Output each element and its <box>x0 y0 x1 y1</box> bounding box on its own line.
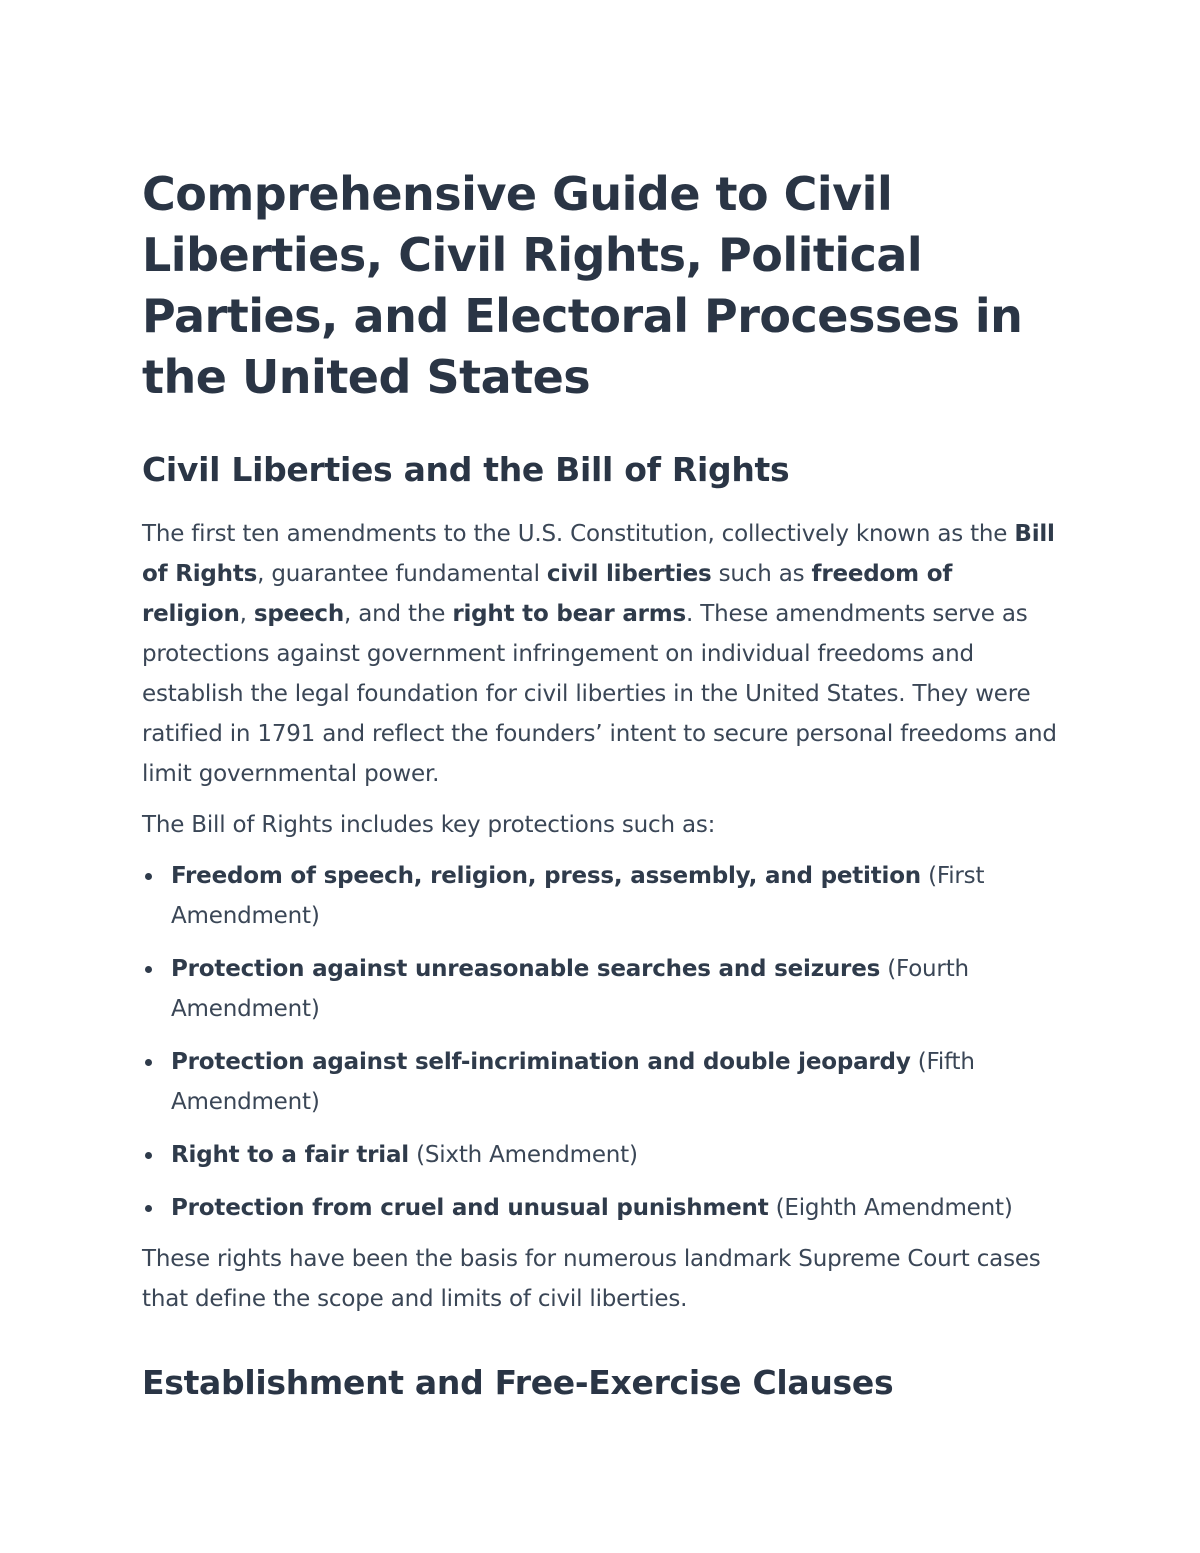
list-item-bold: Freedom of speech, religion, press, assembly, and petition <box>171 863 921 889</box>
protections-list <box>142 856 1062 1228</box>
text-run: , guarantee fundamental <box>257 561 547 587</box>
list-item <box>142 949 1062 1029</box>
bold-term: civil liberties <box>546 561 712 587</box>
section-heading-civil-liberties: Civil Liberties and the Bill of Rights <box>142 450 790 489</box>
bullet-icon <box>145 1205 152 1212</box>
bold-term: right to bear arms <box>452 601 687 627</box>
document-page <box>142 164 1062 1403</box>
bold-term: freedom of religion <box>142 561 953 627</box>
list-item-rest: (Fifth Amendment) <box>171 1049 975 1115</box>
list-item-rest: (Sixth Amendment) <box>408 1142 638 1168</box>
list-item-bold: Right to a fair trial <box>171 1142 409 1168</box>
text-run: The first ten amendments to the U.S. Constitution, collectively known as the <box>142 521 1015 547</box>
paragraph-bill-of-rights <box>142 514 1062 794</box>
text-run: , and the <box>344 601 453 627</box>
text-run: such as <box>711 561 812 587</box>
paragraph-list-intro: The Bill of Rights includes key protections such as: <box>142 812 716 838</box>
list-item-rest: (Fourth Amendment) <box>171 956 969 1022</box>
list-item-rest: (Eighth Amendment) <box>768 1195 1013 1221</box>
bullet-icon <box>145 1152 152 1159</box>
bullet-icon <box>145 966 152 973</box>
list-item <box>142 1135 1062 1175</box>
section-heading-establishment-clauses: Establishment and Free-Exercise Clauses <box>142 1363 894 1402</box>
list-item-bold: Protection against self-incrimination and double jeopardy <box>171 1049 911 1075</box>
document-title: Comprehensive Guide to Civil Liberties, Civil Rights, Political Parties, and Electoral Processes in the United States <box>142 167 1023 404</box>
text-run: . These amendments serve as protections against government infringement on individual freedoms and establish the legal foundation for civil liberties in the United States. They were ratified in 1791 and reflect the founders’ intent to secure personal freedoms and limit governmental power. <box>142 601 1057 787</box>
list-item-bold: Protection from cruel and unusual punishment <box>171 1195 769 1221</box>
paragraph-closing: These rights have been the basis for numerous landmark Supreme Court cases that define the scope and limits of civil liberties. <box>142 1246 1041 1312</box>
list-item <box>142 1188 1062 1228</box>
text-run: , <box>239 601 254 627</box>
bold-term: Bill of Rights <box>142 521 1055 587</box>
bullet-icon <box>145 873 152 880</box>
list-item-bold: Protection against unreasonable searches and seizures <box>171 956 881 982</box>
list-item-rest: (First Amendment) <box>171 863 985 929</box>
list-item <box>142 856 1062 936</box>
bold-term: speech <box>253 601 345 627</box>
bullet-icon <box>145 1059 152 1066</box>
list-item <box>142 1042 1062 1122</box>
